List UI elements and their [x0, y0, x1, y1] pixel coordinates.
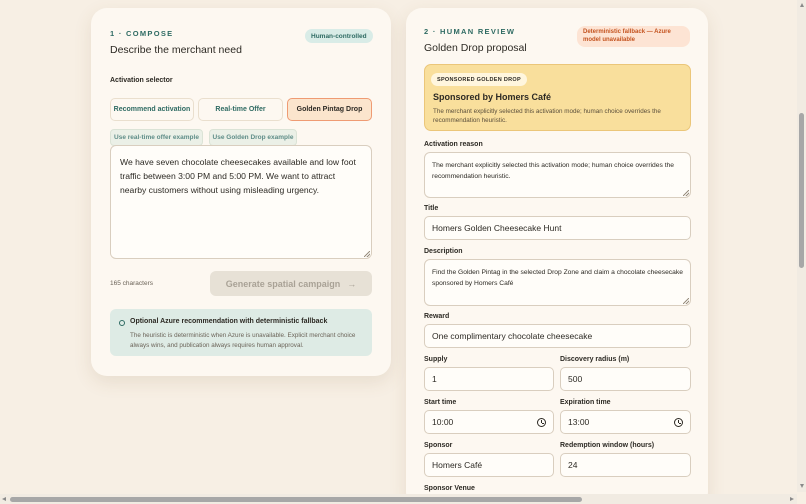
mode-golden-pintag-drop-button[interactable]: Golden Pintag Drop [287, 98, 372, 121]
activation-reason-text: The merchant explicitly selected this activation mode; human choice overrides the recommendation heuristic. [432, 162, 674, 180]
discovery-radius-label: Discovery radius (m) [560, 356, 630, 363]
character-count: 165 characters [110, 280, 153, 287]
scroll-left-arrow-icon[interactable] [2, 497, 6, 501]
azure-recommendation-title: Optional Azure recommendation with deterministic fallback [130, 318, 328, 325]
arrow-right-icon: → [347, 278, 357, 289]
sponsor-label: Sponsor [424, 442, 453, 449]
horizontal-scroll-thumb[interactable] [10, 497, 582, 502]
realtime-offer-example-button[interactable]: Use real-time offer example [110, 129, 203, 146]
activation-reason-textarea[interactable] [424, 152, 691, 198]
clock-icon[interactable] [674, 418, 683, 427]
expiration-time-label: Expiration time [560, 399, 611, 406]
compose-step-label: 1 · COMPOSE [110, 29, 174, 38]
scroll-down-arrow-icon[interactable] [800, 484, 804, 488]
generate-campaign-label: Generate spatial campaign [225, 278, 341, 289]
redemption-window-input[interactable]: 24 [560, 453, 691, 477]
review-panel [406, 8, 708, 504]
sponsor-input[interactable]: Homers Café [424, 453, 554, 477]
merchant-need-textarea[interactable] [110, 145, 372, 259]
golden-drop-example-button[interactable]: Use Golden Drop example [209, 129, 297, 146]
title-label: Title [424, 205, 439, 212]
resize-grip-icon[interactable] [683, 190, 689, 196]
scroll-up-arrow-icon[interactable] [800, 3, 804, 7]
description-textarea[interactable] [424, 259, 691, 306]
clock-icon[interactable] [537, 418, 546, 427]
compose-title: Describe the merchant need [110, 44, 242, 56]
start-time-label: Start time [424, 399, 457, 406]
reward-input[interactable]: One complimentary chocolate cheesecake [424, 324, 691, 348]
discovery-radius-input[interactable]: 500 [560, 367, 691, 391]
azure-recommendation-body: The heuristic is deterministic when Azure is unavailable. Explicit merchant choice always wins, and publication always requires human approval. [130, 332, 356, 349]
supply-label: Supply [424, 356, 448, 363]
compose-panel [91, 8, 391, 376]
review-title: Golden Drop proposal [424, 42, 527, 54]
expiration-time-input[interactable] [560, 410, 691, 434]
horizontal-scrollbar[interactable] [0, 494, 797, 504]
resize-grip-icon[interactable] [364, 251, 370, 257]
sponsored-tag: SPONSORED GOLDEN DROP [431, 73, 527, 86]
scroll-right-arrow-icon[interactable] [790, 497, 794, 501]
vertical-scrollbar[interactable] [797, 0, 806, 492]
vertical-scroll-thumb[interactable] [799, 113, 804, 268]
mode-realtime-offer-button[interactable]: Real-time Offer [198, 98, 283, 121]
radio-indicator-icon[interactable] [119, 320, 125, 326]
activation-selector-label: Activation selector [110, 77, 173, 84]
sponsored-golden-drop-card [424, 64, 691, 131]
azure-recommendation-note [110, 309, 372, 356]
expiration-time-value: 13:00 [568, 417, 590, 427]
start-time-value: 10:00 [432, 417, 454, 427]
sponsored-title: Sponsored by Homers Café [433, 92, 552, 102]
mode-recommend-button[interactable]: Recommend activation [110, 98, 194, 121]
merchant-need-text: We have seven chocolate cheesecakes available and low foot traffic between 3:00 PM and 5:00 PM. We want to attract nearby customers without using misleading urgency. [120, 157, 356, 195]
title-input[interactable]: Homers Golden Cheesecake Hunt [424, 216, 691, 240]
activation-reason-label: Activation reason [424, 141, 483, 148]
sponsored-text: The merchant explicitly selected this activation mode; human choice overrides the recommendation heuristic. [433, 108, 661, 124]
supply-input[interactable]: 1 [424, 367, 554, 391]
sponsor-venue-label: Sponsor Venue [424, 485, 475, 492]
resize-grip-icon[interactable] [683, 298, 689, 304]
start-time-input[interactable] [424, 410, 554, 434]
redemption-window-label: Redemption window (hours) [560, 442, 655, 449]
description-text: Find the Golden Pintag in the selected Drop Zone and claim a chocolate cheesecake sponsored by Homers Café [432, 269, 683, 287]
review-step-label: 2 · HUMAN REVIEW [424, 27, 516, 36]
description-label: Description [424, 248, 463, 255]
reward-label: Reward [424, 313, 450, 320]
human-controlled-badge: Human-controlled [305, 29, 373, 43]
generate-campaign-button[interactable] [210, 271, 372, 296]
fallback-badge: Deterministic fallback — Azure model unavailable [577, 26, 690, 47]
